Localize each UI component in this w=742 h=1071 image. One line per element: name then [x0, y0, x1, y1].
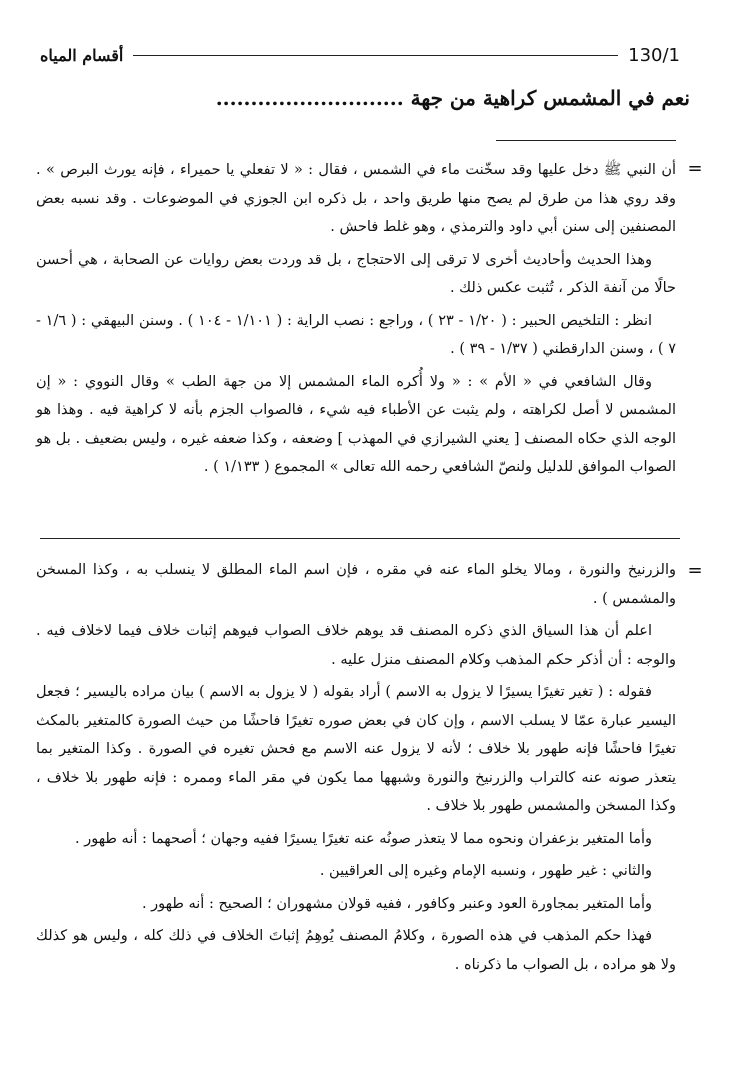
section-subtitle: نعم في المشمس كراهية من جهة ........................... [215, 86, 690, 110]
section-divider [40, 538, 680, 539]
paragraph: وأما المتغير بزعفران ونحوه مما لا يتعذر صونُه عنه تغيرًا يسيرًا ففيه وجهان ؛ أصحهما : أنه طهور . [75, 830, 652, 847]
paragraph: والزرنيخ والنورة ، ومالا يخلو الماء عنه في مقره ، فإن اسم الماء المطلق لا ينسلب به ، وكذا المسخن والمشمس ) . [36, 562, 676, 607]
paragraph: فهذا حكم المذهب في هذه الصورة ، وكلامُ المصنف يُوهِمُ إثباتَ الخلاف في ذلك كله ، وليس هو كذلك ولا هو مراده ، بل الصواب ما ذكرناه . [36, 928, 676, 973]
footnote-section-1 [36, 156, 703, 486]
paragraph: فقوله : ( تغير تغيرًا يسيرًا لا يزول به الاسم ) أراد بقوله ( لا يزول به الاسم ) بيان مراده باليسير ؛ فجعل اليسير عبارة عمّا لا يسلب الاسم ، وإن كان في بعض صوره تغيرًا فاحشًا من حيث الصورة كالمتغير بالمكث تغيرًا فاحشًا فإنه طهور بلا خلاف ؛ لأنه لا يزول عنه الاسم مع فحش تغيره في الصورة . وكذا المتغير بما يتعذر صونه عنه كالتراب والزرنيخ والنورة وشبهها مما يكون في مقر الماء وممره : فإنه طهور بلا خلاف ، وكذا المسخن والمشمس طهور بلا خلاف . [36, 684, 676, 814]
running-title: أقسام المياه [40, 45, 124, 65]
paragraph: وقال الشافعي في « الأم » : « ولا أُكره الماء المشمس إلا من جهة الطب » وقال النووي : « إن المشمس لا أصل لكراهته ، ولم يثبت عن الأطباء فيه شيء ، فالصواب الجزم بأنه لا كراهية فيه . وهذا هو الوجه الذي حكاه المصنف [ يعني الشيرازي في المهذب ] وضعفه ، وكذا ضعفه غيره ، وليس بضعيف . بل هو الصواب الموافق للدليل ولنصّ الشافعي رحمه الله تعالى » المجموع ( ١/١٣٣ ) . [36, 373, 676, 475]
header-rule [133, 55, 618, 56]
page-number: 130/1 [628, 44, 680, 66]
paragraph: وأما المتغير بمجاورة العود وعنبر وكافور ، ففيه قولان مشهوران ؛ الصحيح : أنه طهور . [141, 895, 652, 912]
continuation-marker: = [687, 158, 703, 179]
footnote-separator [496, 140, 676, 141]
page-header [40, 40, 680, 70]
paragraph: أن النبي ﷺ دخل عليها وقد سخّنت ماء في الشمس ، فقال : « لا تفعلي يا حميراء ، فإنه يورث البرص » . وقد روي هذا من طرق لم يصح منها طريق واحد ، بل ذكره ابن الجوزي في الموضوعات . وقد نسبه بعض المصنفين إلى سنن أبي داود والترمذي ، وهو غلط فاحش . [36, 162, 676, 235]
paragraph: انظر : التلخيص الحبير : ( ١/٢٠ - ٢٣ ) ، وراجع : نصب الراية : ( ١/١٠١ - ١٠٤ ) . وسنن البيهقي : ( ١/٦ - ٧ ) ، وسنن الدارقطني ( ١/٣٧ - ٣٩ ) . [36, 312, 676, 357]
paragraph: اعلم أن هذا السياق الذي ذكره المصنف قد يوهم خلاف الصواب فيوهم إثبات خلاف فيما لاخلاف فيه . والوجه : أن أذكر حكم المذهب وكلام المصنف منزل عليه . [36, 623, 676, 668]
paragraph: والثاني : غير طهور ، ونسبه الإمام وغيره إلى العراقيين . [319, 863, 652, 879]
continuation-marker: = [687, 560, 703, 581]
commentary-section [36, 556, 703, 983]
paragraph: وهذا الحديث وأحاديث أخرى لا ترقى إلى الاحتجاج ، بل قد وردت بعض روايات عن الصحابة ، هي أحسن حالًا من آنفة الذكر ، تُثبت عكس ذلك . [36, 251, 676, 296]
